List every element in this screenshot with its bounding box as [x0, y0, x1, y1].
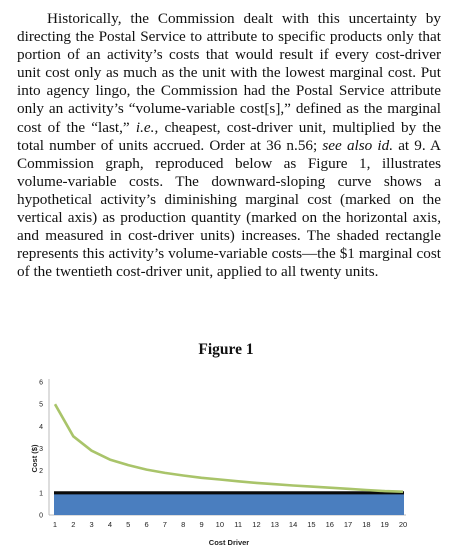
figure-1-chart [0, 370, 452, 551]
x-tick-label: 16 [325, 520, 334, 529]
y-tick-label: 4 [39, 423, 43, 431]
text-run: Historically, the Commission dealt with this uncertainty by directing the Postal Service to attribute to specific products only that portion of an activity’s costs that would result if every cost-driver unit cost only as much as the unit with the lowest marginal cost. Put into agency lingo, the Commission had the Postal Service attribute only an activity’s “volume-variable cost[s],” defined as the marginal cost of the “last,” [17, 10, 441, 136]
x-tick-label: 18 [362, 520, 371, 529]
x-tick-label: 5 [126, 520, 131, 529]
x-tick-label: 12 [252, 520, 261, 529]
volume-variable-cost-area [54, 493, 404, 515]
x-tick-label: 9 [199, 520, 204, 529]
italic-text-run: i.e. [135, 118, 155, 136]
y-tick-label: 5 [39, 401, 43, 409]
x-tick-label: 13 [270, 520, 279, 529]
y-tick-label: 2 [39, 468, 43, 476]
y-axis-title: Cost ($) [30, 444, 39, 473]
x-tick-label: 8 [181, 520, 186, 529]
x-tick-label: 17 [343, 520, 353, 529]
marginal-cost-curve [55, 404, 403, 492]
x-tick-label: 7 [162, 520, 167, 529]
figure-title: Figure 1 [198, 341, 254, 358]
text-run: at 9. A Commission graph, reproduced below as Figure 1, illustrates volume-variable costs. The downward-sloping curve shows a hypothetical activity’s diminishing marginal cost (marked on the vertical axis) as production quantity (marked on the horizontal axis, and measured in cost-driver units) increases. The shaded rectangle represents this activity’s volume-variable costs—the $1 marginal cost of the twentieth cost-driver unit, applied to all twenty units. [17, 136, 441, 281]
x-tick-label: 15 [307, 520, 316, 529]
x-tick-label: 20 [398, 520, 408, 529]
x-tick-label: 1 [52, 520, 58, 529]
y-tick-label: 1 [39, 490, 43, 498]
y-tick-label: 6 [39, 379, 43, 387]
x-tick-label: 2 [71, 520, 76, 529]
x-tick-label: 3 [89, 520, 94, 529]
x-tick-label: 10 [215, 520, 225, 529]
italic-text-run: see also id. [322, 136, 394, 154]
x-tick-label: 6 [144, 520, 149, 529]
body-paragraph [17, 10, 441, 281]
x-tick-label: 11 [234, 520, 243, 529]
x-tick-label: 4 [107, 520, 113, 529]
y-tick-label: 0 [39, 512, 43, 520]
x-tick-label: 14 [288, 520, 298, 529]
y-tick-label: 3 [39, 446, 43, 453]
x-tick-label: 19 [380, 520, 389, 529]
text-run: , cheapest, cost-driver unit, multiplied by the total number of units accrued. Order at 36 n.56; [17, 118, 441, 154]
x-axis-title: Cost Driver [208, 538, 250, 547]
